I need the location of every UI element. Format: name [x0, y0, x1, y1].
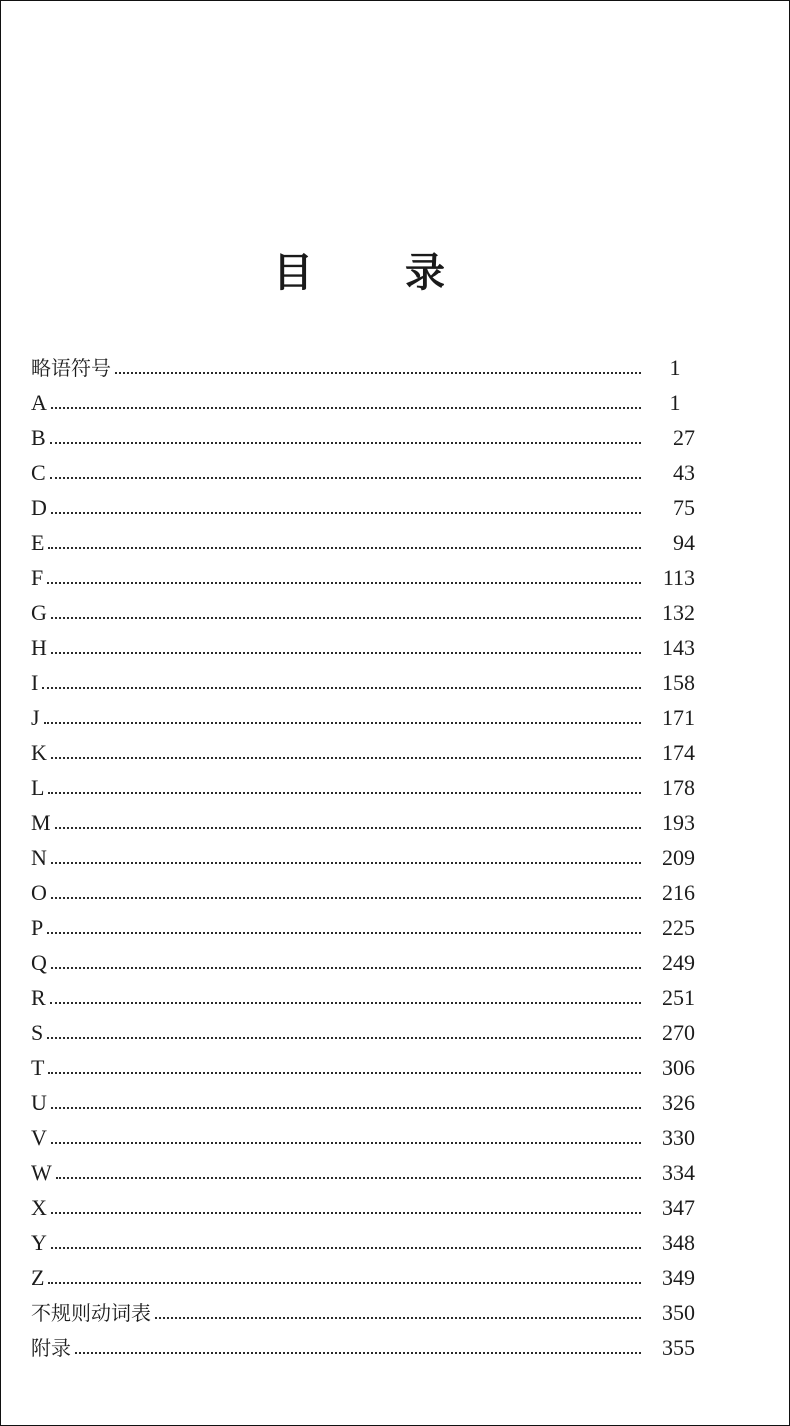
toc-entry — [31, 731, 695, 766]
toc-entry-page-number: 348 — [662, 1230, 695, 1255]
toc-entry-label: 不规则动词表 — [31, 1301, 151, 1325]
dot-leader — [51, 512, 641, 514]
toc-entry — [31, 1116, 695, 1151]
toc-entry — [31, 941, 695, 976]
toc-entry-page-number: 113 — [662, 565, 695, 590]
dot-leader — [48, 547, 641, 549]
toc-entry-label: X — [31, 1195, 47, 1220]
dot-leader — [48, 1072, 641, 1074]
dot-leader — [51, 1142, 641, 1144]
toc-entry-page-number: 350 — [662, 1300, 695, 1325]
toc-entry — [31, 1011, 695, 1046]
toc-entry-label: F — [31, 565, 44, 590]
dot-leader — [50, 1002, 641, 1004]
toc-entry — [31, 346, 695, 381]
toc-entry — [31, 801, 695, 836]
dot-leader — [51, 617, 641, 619]
dot-leader — [51, 1107, 641, 1109]
toc-entry-page-number: 193 — [662, 810, 695, 835]
toc-entry-page-number: 270 — [662, 1020, 695, 1045]
toc-entry-page-number: 225 — [662, 915, 695, 940]
toc-entry — [31, 906, 695, 941]
dot-leader — [47, 1037, 641, 1039]
toc-entry — [31, 1221, 695, 1256]
toc-entry — [31, 1046, 695, 1081]
toc-entry-page-number: 330 — [662, 1125, 695, 1150]
toc-entry-page-number: 158 — [662, 670, 695, 695]
toc-entry-page-number: 43 — [673, 460, 695, 485]
toc-entry — [31, 521, 695, 556]
toc-entry-page-number: 1 — [669, 390, 681, 415]
dot-leader — [51, 1212, 641, 1214]
dot-leader — [51, 407, 641, 409]
dot-leader — [155, 1317, 641, 1319]
toc-entry — [31, 486, 695, 521]
toc-entry-page-number: 178 — [662, 775, 695, 800]
toc-entry-page-number: 143 — [662, 635, 695, 660]
toc-entry-label: O — [31, 880, 47, 905]
dot-leader — [50, 477, 641, 479]
dot-leader — [48, 1282, 641, 1284]
toc-entry-label: T — [31, 1055, 45, 1080]
toc-entry-label: J — [31, 705, 40, 730]
toc-entry — [31, 661, 695, 696]
toc-entry — [31, 1326, 695, 1361]
toc-entry-label: G — [31, 600, 47, 625]
dot-leader — [51, 1247, 641, 1249]
toc-entry — [31, 1151, 695, 1186]
toc-entry-label: V — [31, 1125, 47, 1150]
toc-entry-label: R — [31, 985, 46, 1010]
toc-entry-page-number: 251 — [662, 985, 695, 1010]
toc-entry-label: E — [31, 530, 45, 555]
toc-entry-page-number: 209 — [662, 845, 695, 870]
toc-entry-page-number: 171 — [662, 705, 695, 730]
dot-leader — [55, 827, 641, 829]
dot-leader — [51, 862, 641, 864]
toc-entry-page-number: 1 — [669, 355, 681, 380]
toc-entry — [31, 1291, 695, 1326]
toc-entry-page-number: 349 — [662, 1265, 695, 1290]
toc-entry-label: P — [31, 915, 44, 940]
toc-entry-label: W — [31, 1160, 52, 1185]
toc-entry — [31, 1081, 695, 1116]
toc-entry-page-number: 132 — [662, 600, 695, 625]
toc-entry-page-number: 94 — [673, 530, 695, 555]
dot-leader — [115, 372, 641, 374]
toc-entry — [31, 416, 695, 451]
dot-leader — [51, 757, 641, 759]
toc-entry-page-number: 216 — [662, 880, 695, 905]
toc-entry — [31, 696, 695, 731]
toc-entry — [31, 1186, 695, 1221]
dot-leader — [51, 897, 641, 899]
toc-entry-page-number: 27 — [673, 425, 695, 450]
toc-entry-label: U — [31, 1090, 47, 1115]
table-of-contents — [31, 346, 695, 1361]
toc-entry — [31, 976, 695, 1011]
toc-entry-label: N — [31, 845, 47, 870]
toc-entry-page-number: 249 — [662, 950, 695, 975]
dot-leader — [56, 1177, 641, 1179]
toc-entry — [31, 381, 695, 416]
toc-entry-label: Q — [31, 950, 47, 975]
dot-leader — [75, 1352, 641, 1354]
dot-leader — [44, 722, 641, 724]
dot-leader — [47, 582, 641, 584]
toc-entry-label: 略语符号 — [31, 356, 111, 380]
toc-entry-label: Y — [31, 1230, 47, 1255]
toc-entry-page-number: 326 — [662, 1090, 695, 1115]
toc-entry-page-number: 306 — [662, 1055, 695, 1080]
page-title — [1, 241, 789, 301]
toc-entry — [31, 451, 695, 486]
dot-leader — [42, 687, 641, 689]
toc-entry — [31, 626, 695, 661]
toc-entry-page-number: 334 — [662, 1160, 695, 1185]
toc-entry-label: C — [31, 460, 46, 485]
toc-entry-label: M — [31, 810, 51, 835]
toc-entry-page-number: 75 — [673, 495, 695, 520]
toc-entry-label: H — [31, 635, 47, 660]
dot-leader — [51, 967, 641, 969]
toc-entry — [31, 836, 695, 871]
toc-entry — [31, 556, 695, 591]
dot-leader — [47, 932, 641, 934]
toc-entry-label: I — [31, 670, 39, 695]
dot-leader — [51, 652, 641, 654]
toc-entry-label: B — [31, 425, 46, 450]
toc-entry-label: D — [31, 495, 47, 520]
toc-entry-page-number: 355 — [662, 1335, 695, 1360]
toc-entry-page-number: 174 — [662, 740, 695, 765]
title-char-2: 录 — [405, 249, 445, 296]
toc-entry-label: S — [31, 1020, 44, 1045]
toc-entry-label: A — [31, 390, 47, 415]
toc-entry-page-number: 347 — [662, 1195, 695, 1220]
toc-entry — [31, 1256, 695, 1291]
dot-leader — [50, 442, 641, 444]
toc-entry-label: Z — [31, 1265, 45, 1290]
title-char-1: 目 — [273, 249, 313, 296]
toc-entry — [31, 871, 695, 906]
toc-entry — [31, 591, 695, 626]
toc-entry-label: 附录 — [31, 1336, 71, 1360]
toc-entry-label: L — [31, 775, 45, 800]
dot-leader — [48, 792, 641, 794]
toc-entry — [31, 766, 695, 801]
toc-entry-label: K — [31, 740, 47, 765]
